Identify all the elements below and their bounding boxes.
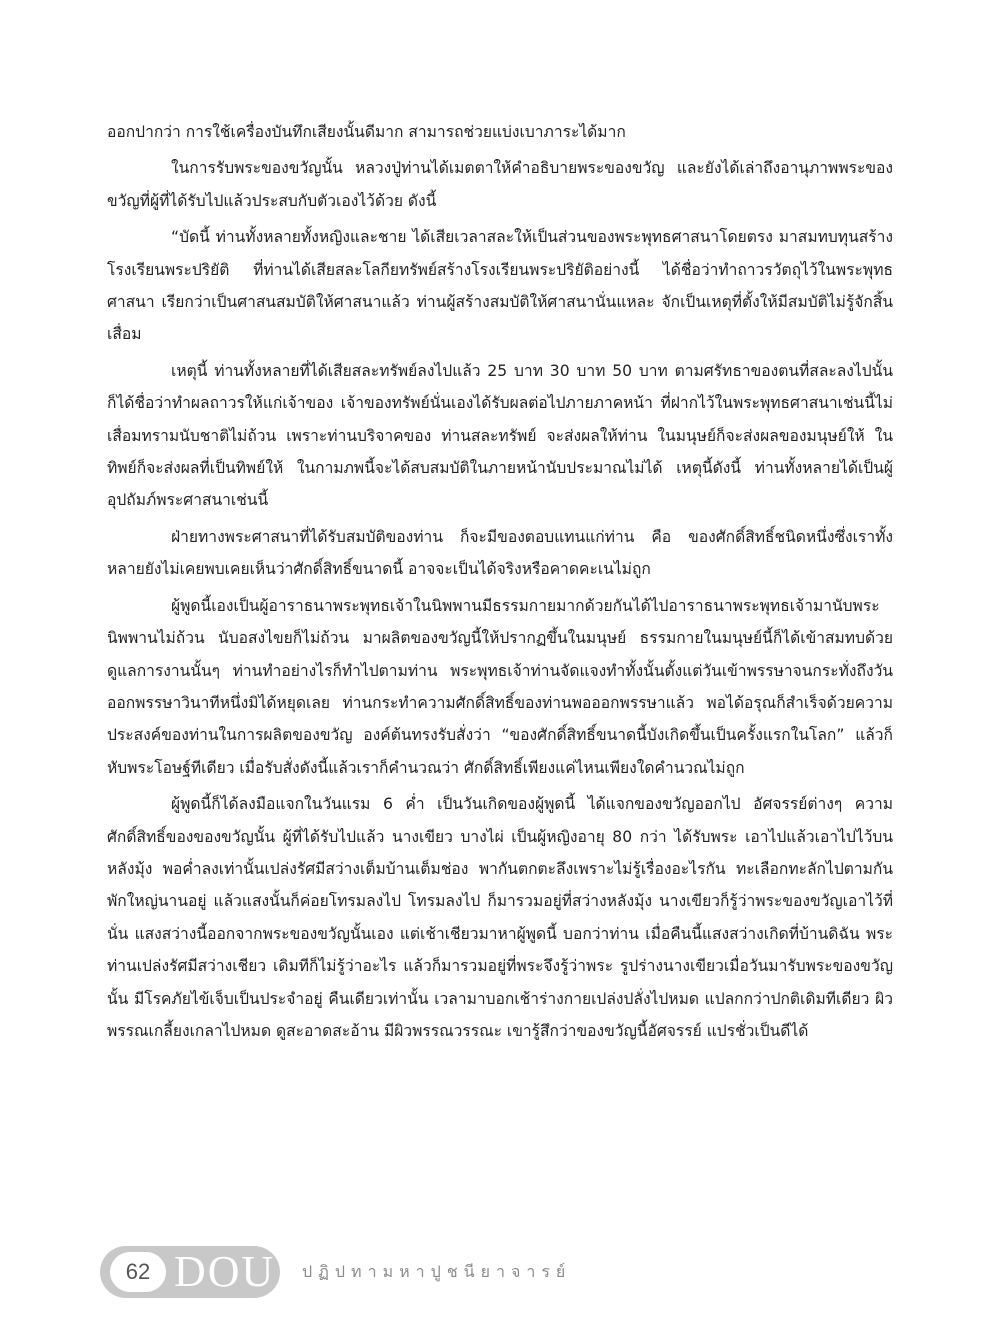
page-badge — [100, 1246, 280, 1298]
book-title: ปฏิปทามหาปูชนียาจารย์ — [302, 1261, 572, 1281]
paragraph-5: ฝ่ายทางพระศาสนาที่ได้รับสมบัติของท่าน ก็จะมีของตอบแทนแก่ท่าน คือ ของศักดิ์สิทธิ์ชนิดหนึ่งซึ่งเราทั้งหลายยังไม่เคยพบเคยเห็นว่าศักดิ์สิทธิ์ขนาดนี้ อาจจะเป็นได้จริงหรือคาดคะเนไม่ถูก — [107, 527, 893, 579]
paragraph-3: “บัดนี้ ท่านทั้งหลายทั้งหญิงและชาย ได้เสียเวลาสละให้เป็นส่วนของพระพุทธศาสนาโดยตรง มาสมทบทุนสร้างโรงเรียนพระปริยัติ ที่ท่านได้เสียสละโลกียทรัพย์สร้างโรงเรียนพระปริยัติอย่างนี้ ได้ชื่อว่าทำถาวรวัตถุไว้ในพระพุทธศาสนา เรียกว่าเป็นศาสนสมบัติให้ศาสนาแล้ว ท่านผู้สร้างสมบัติให้ศาสนานั่นแหละ จักเป็นเหตุที่ตั้งให้มีสมบัติไม่รู้จักสิ้นเสื่อม — [107, 228, 893, 344]
paragraph-7: ผู้พูดนี้ก็ได้ลงมือแจกในวันแรม 6 ค่ำ เป็นวันเกิดของผู้พูดนี้ ได้แจกของขวัญออกไป อัศจรรย์ต่างๆ ความศักดิ์สิทธิ์ของของขวัญนั้น ผู้ที่ได้รับไปแล้ว นางเขียว บางไผ่ เป็นผู้หญิงอายุ 80 กว่า ได้รับพระ เอาไปแล้วเอาไปไว้บนหลังมุ้ง พอค่ำลงเท่านั้นเปล่งรัศมีสว่างเต็มบ้านเต็มช่อง พากันตกตะลึงเพราะไม่รู้เรื่องอะไรกัน ทะเลือกทะลักไปตามกันพักใหญ่นานอยู่ แล้วแสงนั้นก็ค่อยโทรมลงไป โทรมลงไป ก็มารวมอยู่ที่สว่างหลังมุ้ง นางเขียวก็รู้ว่าพระของขวัญเอาไว้ที่นั่น แสงสว่างนี้ออกจากพระของขวัญนั้นเอง แต่เช้าเชียวมาหาผู้พูดนี้ บอกว่าท่าน เมื่อคืนนี้แสงสว่างเกิดที่บ้านดิฉัน พระท่านเปล่งรัศมีสว่างเชียว เดิมทีก็ไม่รู้ว่าอะไร แล้วก็มารวมอยู่ที่พระจึงรู้ว่าพระ รูปร่างนางเขียวเมื่อวันมารับพระของขวัญนั้น มีโรคภัยไข้เจ็บเป็นประจำอยู่ คืนเดียวเท่านั้น เวลามาบอกเช้าร่างกายเปล่งปลั่งไปหมด แปลกกว่าปกติเดิมทีเดียว ผิวพรรณเกลี้ยงเกลาไปหมด ดูสะอาดสะอ้าน มีผิวพรรณวรรณะ เขารู้สึกว่าของขวัญนี้อัศจรรย์ แปรชั่วเป็นดีได้ — [107, 795, 893, 1040]
paragraph-2: ในการรับพระของขวัญนั้น หลวงปู่ท่านได้เมตตาให้คำอธิบายพระของขวัญ และยังได้เล่าถึงอานุภาพพระของขวัญที่ผู้ที่ได้รับไปแล้วประสบกับตัวเองไว้ด้วย ดังนี้ — [107, 159, 893, 210]
paragraph-6: ผู้พูดนี้เองเป็นผู้อาราธนาพระพุทธเจ้าในนิพพานมีธรรมกายมากด้วยกันได้ไปอาราธนาพระพุทธเจ้ามานับพระนิพพานไม่ถ้วน นับอสงไขยก็ไม่ถ้วน มาผลิตของขวัญนี้ให้ปรากฏขึ้นในมนุษย์ ธรรมกายในมนุษย์นี้ก็ได้เข้าสมทบด้วยดูแลการงานนั้นๆ ท่านทำอย่างไรก็ทำไปตามท่าน พระพุทธเจ้าท่านจัดแจงทำทั้งนั้นตั้งแต่วันเข้าพรรษาจนกระทั่งถึงวันออกพรรษาวินาทีหนึ่งมิได้หยุดเลย ท่านกระทำความศักดิ์สิทธิ์ของท่านพอออกพรรษาแล้ว พอได้อรุณก็สำเร็จด้วยความประสงค์ของท่านในการผลิตของขวัญ องค์ต้นทรงรับสั่งว่า “ของศักดิ์สิทธิ์ขนาดนี้บังเกิดขึ้นเป็นครั้งแรกในโลก” แล้วก็หับพระโอษฐ์ทีเดียว เมื่อรับสั่งดังนี้แล้วเราก็คำนวณว่า ศักดิ์สิทธิ์เพียงแค่ไหนเพียงใดคำนวณไม่ถูก — [107, 596, 893, 777]
paragraph-4: เหตุนี้ ท่านทั้งหลายที่ได้เสียสละทรัพย์ลงไปแล้ว 25 บาท 30 บาท 50 บาท ตามศรัทธาของตนที่สละลงไปนั้น ก็ได้ชื่อว่าทำผลถาวรให้แก่เจ้าของ เจ้าของทรัพย์นั่นเองได้รับผลต่อไปภายภาคหน้า ที่ฝากไว้ในพระพุทธศาสนาเช่นนี้ไม่เสื่อมทรามนับชาติไม่ถ้วน เพราะท่านบริจาคของ ท่านสละทรัพย์ จะส่งผลให้ท่าน ในมนุษย์ก็จะส่งผลของมนุษย์ให้ ในทิพย์ก็จะส่งผลที่เป็นทิพย์ให้ ในกามภพนี้จะได้สบสมบัติในภายหน้านับประมาณไม่ได้ เหตุนี้ดังนี้ ท่านทั้งหลายได้เป็นผู้อุปถัมภ์พระศาสนาเช่นนี้ — [107, 361, 893, 510]
page-number: 62 — [110, 1252, 166, 1292]
dou-logo: DOU — [174, 1247, 276, 1296]
document-body — [107, 116, 893, 1051]
paragraph-1: ออกปากว่า การใช้เครื่องบันทึกเสียงนั้นดีมาก สามารถช่วยแบ่งเบาภาระได้มาก — [107, 123, 626, 141]
page-footer — [100, 1246, 571, 1298]
